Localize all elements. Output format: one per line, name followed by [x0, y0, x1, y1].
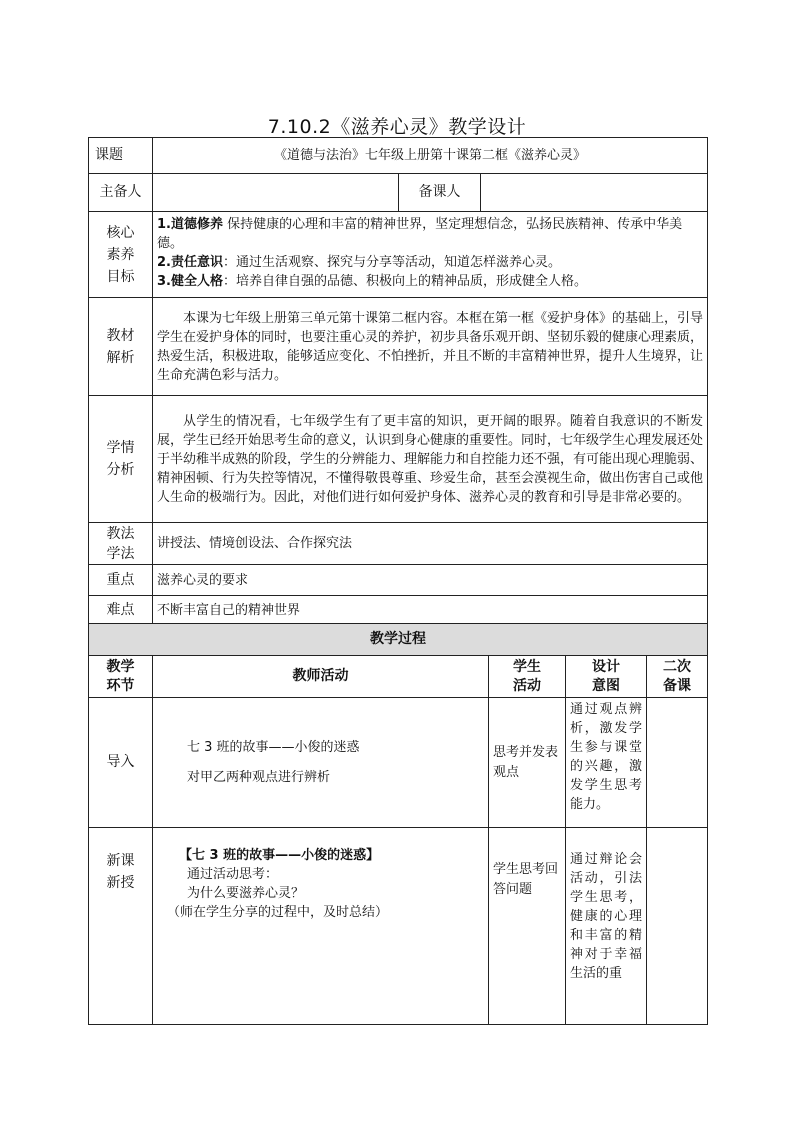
analysis-text: 本课为七年级上册第三单元第十课第二框内容。本框在第一框《爱护身体》的基础上，引导学生在爱护身体的同时，也要注重心灵的养护，初步具备乐观开朗、坚韧乐毅的健康心理素质，热爱生活，积极进取，能够适应变化、不怕挫折，并且不断的丰富精神世界，提升人生境界，让生命充满色彩与活力。 [153, 298, 708, 396]
design-intent-cell: 通过辩论会活动，引法学生思考，健康的心理和丰富的精神对于幸福生活的重 [566, 828, 647, 1025]
process-section-title: 教学过程 [89, 624, 708, 656]
table-row [89, 698, 708, 828]
second-prep-cell[interactable] [647, 698, 708, 828]
difficulty-label: 难点 [89, 596, 153, 625]
header-stage: 教学 环节 [89, 656, 153, 698]
teacher-activity-cell: 【七 3 班的故事——小俊的迷惑】 通过活动思考： 为什么要滋养心灵？ （师在学生分享的过程中，及时总结） [153, 828, 489, 1025]
teaching-process-table [88, 623, 708, 1025]
analysis-label: 教材 解析 [89, 298, 153, 396]
table-row [89, 828, 708, 1025]
student-analysis-text: 从学生的情况看，七年级学生有了更丰富的知识，更开阔的眼界。随着自我意识的不断发展，学生已经开始思考生命的意义，认识到身心健康的重要性。同时，七年级学生心理发展还处于半幼稚半成熟的阶段，学生的分辨能力、理解能力和自控能力还不强，有可能出现心理脆弱、精神困顿、行为失控等情况，不懂得敬畏尊重、珍爱生命，甚至会漠视生命，做出伤害自己或他人生命的极端行为。因此，对他们进行如何爱护身体、滋养心灵的教育和引导是非常必要的。 [153, 396, 708, 523]
goal-item: 1.道德修养 保持健康的心理和丰富的精神世界，坚定理想信念，弘扬民族精神、传承中华美德。 [157, 217, 683, 251]
second-prep-cell[interactable] [647, 828, 708, 1025]
teacher-activity-cell: 七 3 班的故事——小俊的迷惑 对甲乙两种观点进行辨析 [153, 698, 489, 828]
goal-item: 3.健全人格：培养自律自强的品德、积极向上的精神品质，形成健全人格。 [157, 274, 588, 289]
method-text: 讲授法、情境创设法、合作探究法 [153, 523, 708, 565]
header-teacher: 教师活动 [153, 656, 489, 698]
key-point-text: 滋养心灵的要求 [153, 565, 708, 596]
topic-value: 《道德与法治》七年级上册第十课第二框《滋养心灵》 [153, 138, 708, 174]
preparer-label: 备课人 [399, 174, 481, 212]
goal-item: 2.责任意识：通过生活观察、探究与分享等活动，知道怎样滋养心灵。 [157, 255, 562, 270]
student-analysis-label: 学情 分析 [89, 396, 153, 523]
main-preparer-label: 主备人 [89, 174, 153, 212]
header-design: 设计 意图 [566, 656, 647, 698]
key-point-label: 重点 [89, 565, 153, 596]
goals-label: 核心 素养 目标 [89, 212, 153, 298]
method-label: 教法 学法 [89, 523, 153, 565]
design-intent-cell: 通过观点辨析，激发学生参与课堂的兴趣，激发学生思考能力。 [566, 698, 647, 828]
student-activity-cell: 学生思考回答问题 [489, 828, 566, 1025]
goals-content [153, 212, 708, 298]
preparer-value[interactable] [481, 174, 708, 212]
course-info-table [88, 137, 708, 625]
header-second: 二次 备课 [647, 656, 708, 698]
student-activity-cell: 思考并发表观点 [489, 698, 566, 828]
topic-label: 课题 [89, 138, 153, 174]
page-title: 7.10.2《滋养心灵》教学设计 [267, 116, 527, 138]
header-student: 学生 活动 [489, 656, 566, 698]
difficulty-text: 不断丰富自己的精神世界 [153, 596, 708, 625]
main-preparer-value[interactable] [153, 174, 399, 212]
stage-cell: 导入 [89, 698, 153, 828]
stage-cell: 新课 新授 [89, 828, 153, 1025]
